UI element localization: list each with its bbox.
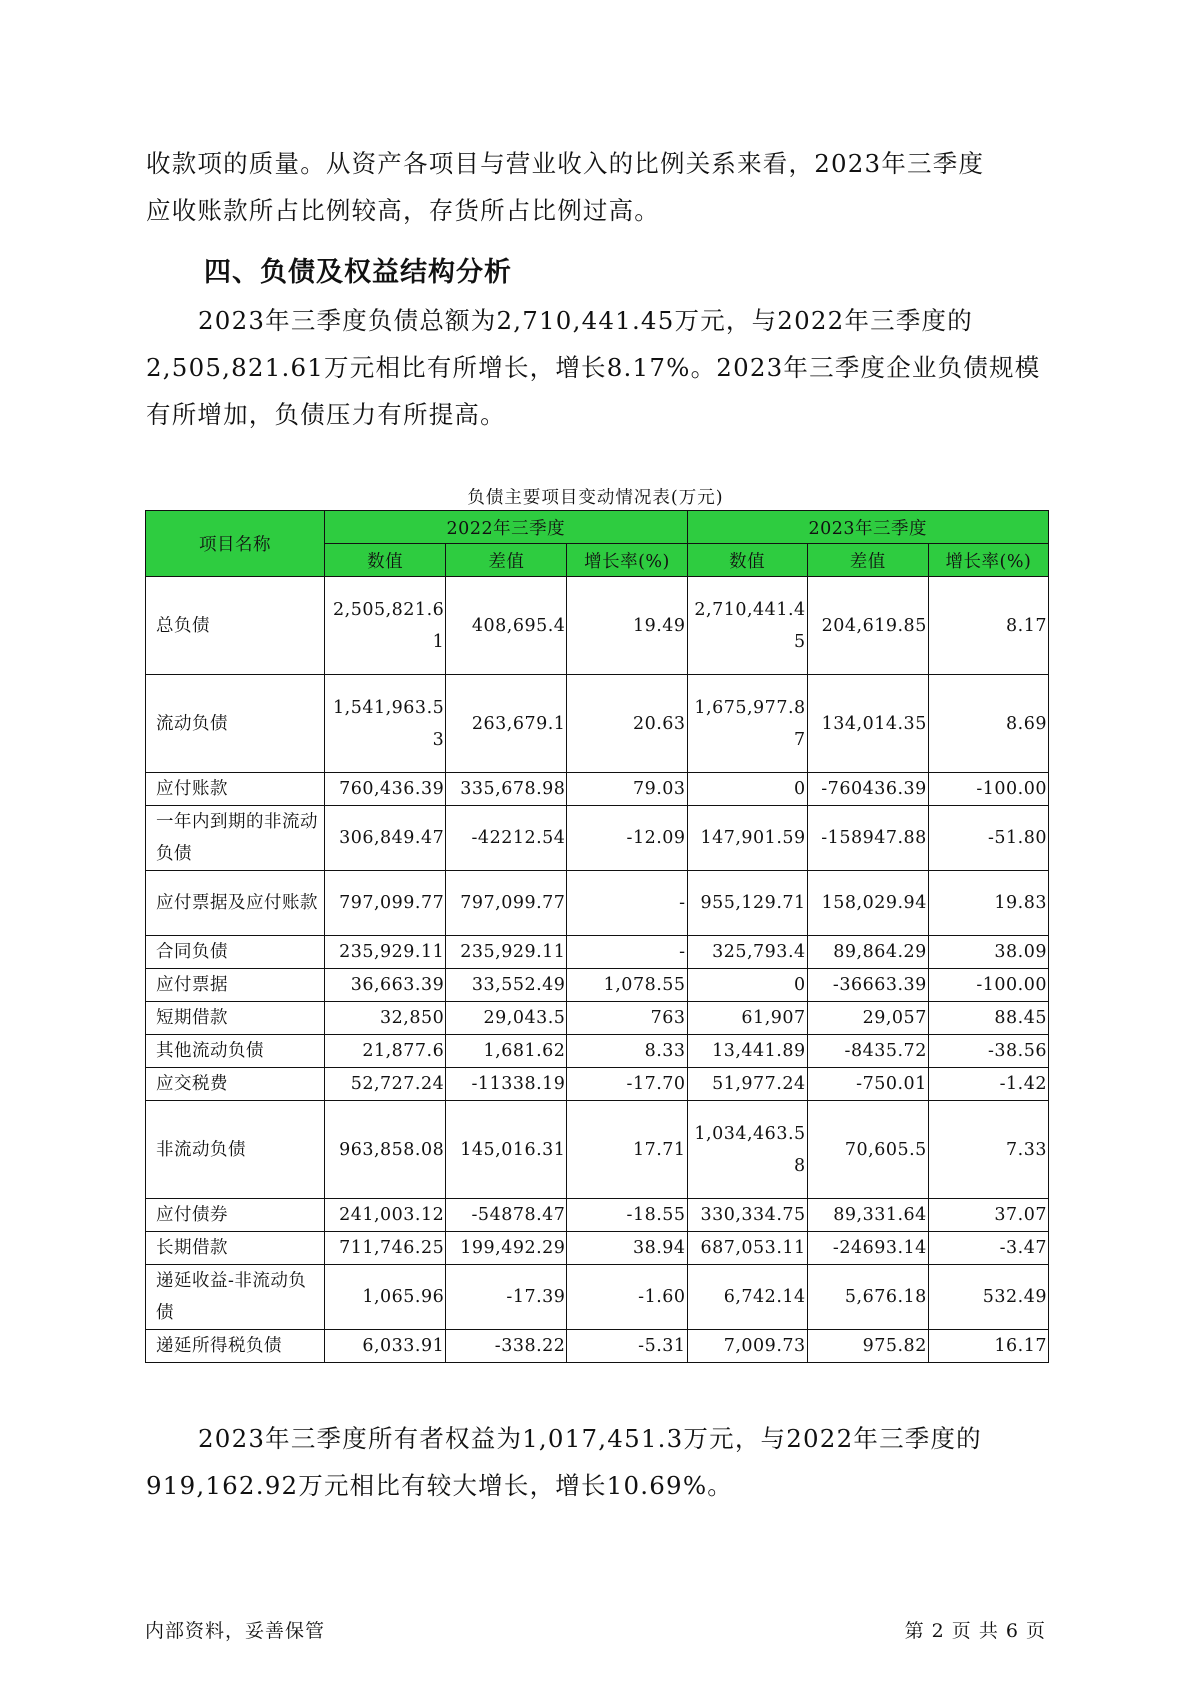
row-value-2023: 0 — [687, 969, 807, 1002]
header-diff-2022: 差值 — [446, 544, 567, 577]
row-diff-2023: 89,331.64 — [807, 1199, 928, 1232]
row-growth-2022: -1.60 — [567, 1265, 687, 1330]
row-growth-2023: 532.49 — [928, 1265, 1048, 1330]
row-growth-2022: 1,078.55 — [567, 969, 687, 1002]
table-row — [146, 936, 1049, 969]
row-growth-2022: - — [567, 936, 687, 969]
row-name: 短期借款 — [146, 1002, 325, 1035]
row-value-2022: 21,877.6 — [325, 1035, 446, 1068]
table-row — [146, 1068, 1049, 1101]
row-diff-2022: 797,099.77 — [446, 871, 567, 936]
row-name: 递延收益-非流动负债 — [146, 1265, 325, 1330]
table-row — [146, 1002, 1049, 1035]
row-diff-2023: 158,029.94 — [807, 871, 928, 936]
row-value-2022: 235,929.11 — [325, 936, 446, 969]
intro-line-2: 应收账款所占比例较高，存货所占比例过高。 — [146, 196, 660, 225]
table-row — [146, 1101, 1049, 1199]
row-growth-2022: - — [567, 871, 687, 936]
row-value-2023: 147,901.59 — [687, 806, 807, 871]
row-name: 递延所得税负债 — [146, 1330, 325, 1363]
row-diff-2022: 33,552.49 — [446, 969, 567, 1002]
row-diff-2022: 29,043.5 — [446, 1002, 567, 1035]
header-period-2022: 2022年三季度 — [325, 511, 687, 544]
table-row — [146, 1232, 1049, 1265]
row-name: 应付账款 — [146, 773, 325, 806]
row-growth-2023: -51.80 — [928, 806, 1048, 871]
section-heading: 四、负债及权益结构分析 — [204, 257, 512, 288]
row-growth-2023: -100.00 — [928, 969, 1048, 1002]
table-row — [146, 675, 1049, 773]
row-growth-2022: 8.33 — [567, 1035, 687, 1068]
table-row — [146, 1330, 1049, 1363]
row-value-2022: 306,849.47 — [325, 806, 446, 871]
table-row — [146, 871, 1049, 936]
row-value-2023: 1,034,463.58 — [687, 1101, 807, 1199]
liability-line-1: 2023年三季度负债总额为2,710,441.45万元，与2022年三季度的 — [198, 306, 973, 335]
table-row — [146, 1199, 1049, 1232]
table-row — [146, 773, 1049, 806]
row-value-2022: 52,727.24 — [325, 1068, 446, 1101]
row-growth-2023: -100.00 — [928, 773, 1048, 806]
header-value-2023: 数值 — [687, 544, 807, 577]
table-row — [146, 969, 1049, 1002]
row-growth-2023: -38.56 — [928, 1035, 1048, 1068]
row-value-2022: 760,436.39 — [325, 773, 446, 806]
row-name: 其他流动负债 — [146, 1035, 325, 1068]
row-name: 流动负债 — [146, 675, 325, 773]
row-growth-2023: 7.33 — [928, 1101, 1048, 1199]
row-diff-2023: -158947.88 — [807, 806, 928, 871]
row-diff-2023: -8435.72 — [807, 1035, 928, 1068]
row-diff-2023: 29,057 — [807, 1002, 928, 1035]
row-value-2022: 6,033.91 — [325, 1330, 446, 1363]
row-growth-2023: -1.42 — [928, 1068, 1048, 1101]
row-value-2023: 13,441.89 — [687, 1035, 807, 1068]
equity-line-2: 919,162.92万元相比有较大增长，增长10.69%。 — [146, 1471, 733, 1500]
row-diff-2022: -42212.54 — [446, 806, 567, 871]
row-value-2023: 61,907 — [687, 1002, 807, 1035]
row-diff-2022: 335,678.98 — [446, 773, 567, 806]
row-value-2022: 1,065.96 — [325, 1265, 446, 1330]
row-value-2023: 0 — [687, 773, 807, 806]
row-diff-2022: 235,929.11 — [446, 936, 567, 969]
row-name: 应交税费 — [146, 1068, 325, 1101]
liability-line-2: 2,505,821.61万元相比有所增长，增长8.17%。2023年三季度企业负债规模 — [146, 353, 1041, 382]
row-value-2023: 1,675,977.87 — [687, 675, 807, 773]
liability-paragraph — [146, 297, 1046, 438]
row-diff-2023: -36663.39 — [807, 969, 928, 1002]
row-growth-2022: -17.70 — [567, 1068, 687, 1101]
row-growth-2022: -5.31 — [567, 1330, 687, 1363]
row-value-2023: 325,793.4 — [687, 936, 807, 969]
row-growth-2023: 38.09 — [928, 936, 1048, 969]
row-growth-2022: 38.94 — [567, 1232, 687, 1265]
table-row — [146, 806, 1049, 871]
table-row — [146, 577, 1049, 675]
row-growth-2023: 8.17 — [928, 577, 1048, 675]
row-name: 长期借款 — [146, 1232, 325, 1265]
row-diff-2022: -338.22 — [446, 1330, 567, 1363]
header-item-name: 项目名称 — [146, 511, 325, 577]
row-value-2022: 1,541,963.53 — [325, 675, 446, 773]
row-value-2023: 51,977.24 — [687, 1068, 807, 1101]
row-diff-2022: 199,492.29 — [446, 1232, 567, 1265]
row-growth-2023: 19.83 — [928, 871, 1048, 936]
row-value-2023: 955,129.71 — [687, 871, 807, 936]
row-growth-2022: 20.63 — [567, 675, 687, 773]
row-value-2023: 2,710,441.45 — [687, 577, 807, 675]
equity-paragraph — [146, 1415, 1046, 1509]
row-value-2023: 330,334.75 — [687, 1199, 807, 1232]
row-diff-2022: 145,016.31 — [446, 1101, 567, 1199]
row-name: 总负债 — [146, 577, 325, 675]
row-growth-2023: -3.47 — [928, 1232, 1048, 1265]
row-diff-2022: 263,679.1 — [446, 675, 567, 773]
liability-line-3: 有所增加，负债压力有所提高。 — [146, 400, 506, 429]
intro-paragraph — [146, 140, 1046, 234]
row-diff-2023: 70,605.5 — [807, 1101, 928, 1199]
row-growth-2022: 763 — [567, 1002, 687, 1035]
row-value-2022: 241,003.12 — [325, 1199, 446, 1232]
row-diff-2022: -54878.47 — [446, 1199, 567, 1232]
header-period-2023: 2023年三季度 — [687, 511, 1048, 544]
row-growth-2022: 17.71 — [567, 1101, 687, 1199]
row-diff-2023: 134,014.35 — [807, 675, 928, 773]
row-value-2022: 711,746.25 — [325, 1232, 446, 1265]
row-diff-2023: 975.82 — [807, 1330, 928, 1363]
row-diff-2023: 204,619.85 — [807, 577, 928, 675]
row-growth-2022: -12.09 — [567, 806, 687, 871]
row-growth-2023: 37.07 — [928, 1199, 1048, 1232]
row-diff-2023: -24693.14 — [807, 1232, 928, 1265]
intro-line-1: 收款项的质量。从资产各项目与营业收入的比例关系来看，2023年三季度 — [146, 149, 985, 178]
table-caption: 负债主要项目变动情况表(万元) — [467, 488, 724, 508]
row-growth-2023: 8.69 — [928, 675, 1048, 773]
header-diff-2023: 差值 — [807, 544, 928, 577]
row-diff-2022: 408,695.4 — [446, 577, 567, 675]
row-growth-2022: -18.55 — [567, 1199, 687, 1232]
equity-line-1: 2023年三季度所有者权益为1,017,451.3万元，与2022年三季度的 — [198, 1424, 982, 1453]
row-value-2022: 36,663.39 — [325, 969, 446, 1002]
row-growth-2022: 19.49 — [567, 577, 687, 675]
row-growth-2023: 88.45 — [928, 1002, 1048, 1035]
footer-page-number: 第 2 页 共 6 页 — [904, 1620, 1046, 1642]
row-diff-2023: 89,864.29 — [807, 936, 928, 969]
footer-confidential-note: 内部资料，妥善保管 — [145, 1620, 326, 1642]
row-value-2022: 2,505,821.61 — [325, 577, 446, 675]
row-name: 一年内到期的非流动负债 — [146, 806, 325, 871]
row-name: 合同负债 — [146, 936, 325, 969]
row-growth-2022: 79.03 — [567, 773, 687, 806]
row-value-2022: 797,099.77 — [325, 871, 446, 936]
row-diff-2023: 5,676.18 — [807, 1265, 928, 1330]
header-value-2022: 数值 — [325, 544, 446, 577]
row-diff-2023: -760436.39 — [807, 773, 928, 806]
row-value-2022: 963,858.08 — [325, 1101, 446, 1199]
row-name: 应付票据 — [146, 969, 325, 1002]
row-name: 应付票据及应付账款 — [146, 871, 325, 936]
table-row — [146, 1265, 1049, 1330]
row-diff-2022: -11338.19 — [446, 1068, 567, 1101]
row-growth-2023: 16.17 — [928, 1330, 1048, 1363]
header-growth-2022: 增长率(%) — [567, 544, 687, 577]
row-diff-2022: 1,681.62 — [446, 1035, 567, 1068]
header-growth-2023: 增长率(%) — [928, 544, 1048, 577]
row-value-2023: 6,742.14 — [687, 1265, 807, 1330]
row-name: 应付债券 — [146, 1199, 325, 1232]
liability-table — [145, 510, 1049, 1363]
row-diff-2023: -750.01 — [807, 1068, 928, 1101]
row-value-2023: 687,053.11 — [687, 1232, 807, 1265]
row-value-2022: 32,850 — [325, 1002, 446, 1035]
row-value-2023: 7,009.73 — [687, 1330, 807, 1363]
table-row — [146, 1035, 1049, 1068]
row-diff-2022: -17.39 — [446, 1265, 567, 1330]
row-name: 非流动负债 — [146, 1101, 325, 1199]
